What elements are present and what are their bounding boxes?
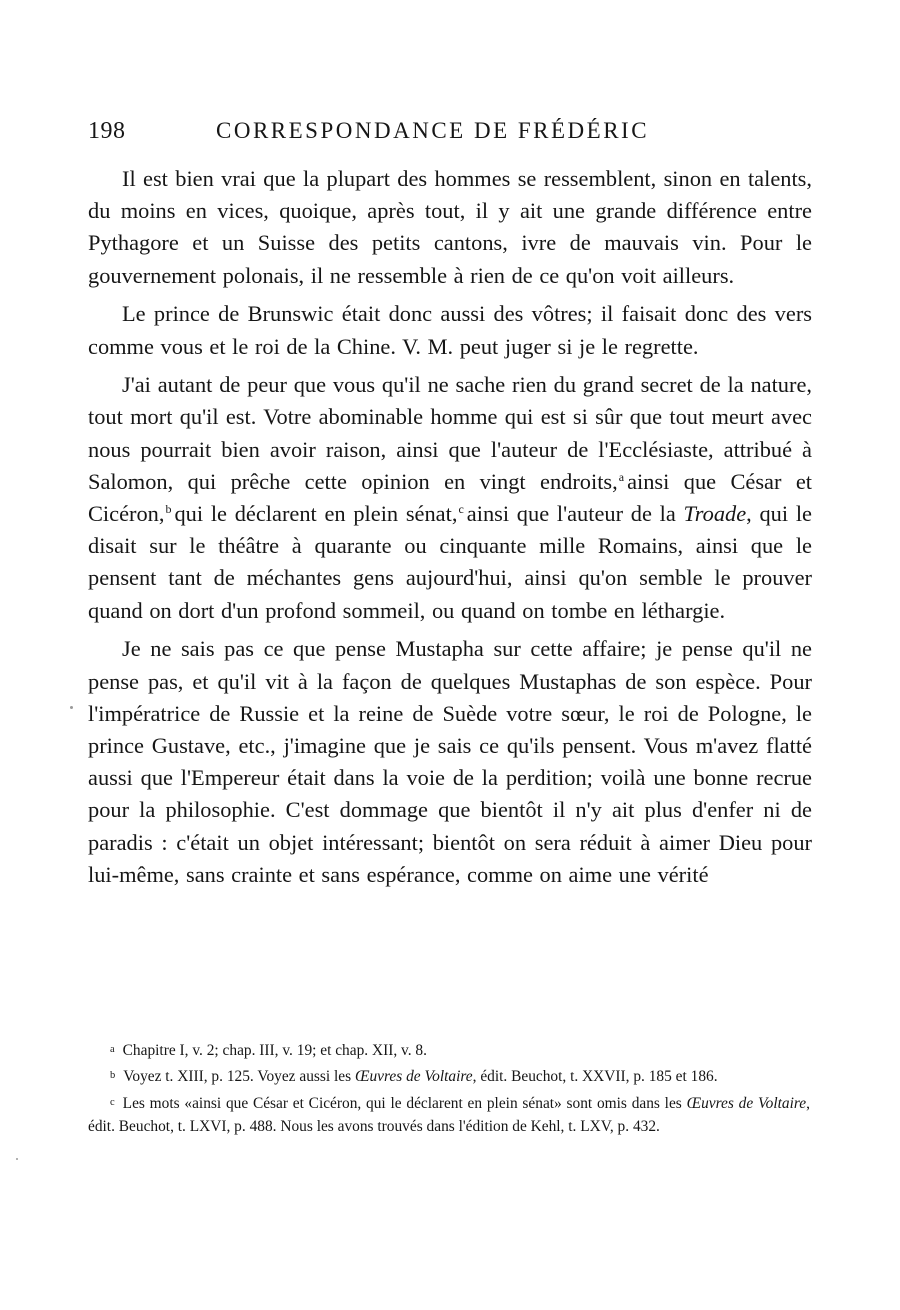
- text-run: ainsi que l'auteur de la: [466, 501, 684, 527]
- text-run: Il est bien vrai que la plupart des hommes se ressemblent, sinon en talents, du moins en vices, quoique, après tout, il y ait une grande différence entre Pythagore et un Suisse des petits cantons, ivre de mauvais vin. Pour le gouvernement polonais, il ne ressemble à rien de ce qu'on voit ailleurs.: [88, 166, 812, 288]
- italic-title: Œuvres de Voltaire: [354, 1068, 473, 1086]
- italic-title: Œuvres de Voltaire: [686, 1094, 807, 1112]
- text-run: qui le déclarent en plein sénat,: [174, 501, 458, 527]
- text-run: Je ne sais pas ce que pense Mustapha sur cette affaire; je pense qu'il ne pense pas, et qu'il vit à la façon de quelques Mustaphas de son espèce. Pour l'impératrice de Russie et la reine de Suède votre sœur, le roi de Pologne, le prince Gustave, etc., j'imagine que je sais ce qu'ils pensent. Vous m'avez flatté aussi que l'Empereur était dans la voie de la perdition; voilà une bonne recrue pour la philosophie. C'est dommage que bientôt il n'y ait plus d'enfer ni de paradis : c'était un objet intéressant; bientôt on sera réduit à aimer Dieu pour lui-même, sans crainte et sans espérance, comme on aime une vérité: [88, 636, 812, 887]
- footnote-mark: b: [110, 1070, 116, 1082]
- text-run: Le prince de Brunswic était donc aussi des vôtres; il faisait donc des vers comme vous et le roi de la Chine. V. M. peut juger si je le regrette.: [88, 301, 812, 359]
- paragraph: [88, 369, 812, 627]
- footnote-mark: c: [110, 1096, 115, 1108]
- footnote-ref: c: [458, 502, 464, 517]
- footnote-ref: a: [618, 469, 625, 484]
- paragraph: [88, 633, 812, 891]
- footnote: [88, 1066, 810, 1090]
- text-run: ainsi que César et Cicéron,: [88, 468, 812, 527]
- paragraph: [88, 163, 812, 292]
- running-head: CORRESPONDANCE DE FRÉDÉRIC: [216, 118, 650, 143]
- footnote-mark: a: [110, 1044, 115, 1055]
- text-run: Voyez t. XIII, p. 125. Voyez aussi les: [123, 1068, 355, 1086]
- paragraph: [88, 298, 812, 362]
- footnote: [88, 1093, 810, 1139]
- text-run: , édit. Beuchot, t. XXVII, p. 185 et 186.: [472, 1068, 718, 1086]
- scan-speck: [70, 706, 73, 709]
- text-run: J'ai autant de peur que vous qu'il ne sache rien du grand secret de la nature, tout mort qu'il est. Votre abominable homme qui est si sûr que tout meurt avec nous pourrait bien avoir raison, ainsi que l'auteur de l'Ecclésiaste, attribué à Salomon, qui prêche cette opinion en vingt endroits,: [88, 372, 812, 494]
- footnote: [88, 1040, 810, 1064]
- main-text: [88, 163, 812, 891]
- text-run: , qui le disait sur le théâtre à quarante ou cinquante mille Romains, ainsi que le pensent tant de méchantes gens aujourd'hui, ainsi qu'on semble le prouver quand on dort d'un profond sommeil, ou quand on tombe en léthargie.: [88, 501, 812, 623]
- text-run: Les mots «ainsi que César et Cicéron, qui le déclarent en plein sénat» sont omis dans les: [122, 1094, 687, 1112]
- scan-speck: [16, 1158, 18, 1160]
- italic-title: Troade: [683, 501, 747, 527]
- text-run: Chapitre I, v. 2; chap. III, v. 19; et chap. XII, v. 8.: [122, 1042, 427, 1059]
- text-run: , édit. Beuchot, t. LXVI, p. 488. Nous les avons trouvés dans l'édition de Kehl, t. LXV, p. 432.: [88, 1094, 810, 1136]
- footnote-ref: b: [165, 502, 172, 517]
- page-number: 198: [88, 118, 126, 144]
- page-header: [88, 118, 888, 152]
- footnotes: [88, 1040, 810, 1141]
